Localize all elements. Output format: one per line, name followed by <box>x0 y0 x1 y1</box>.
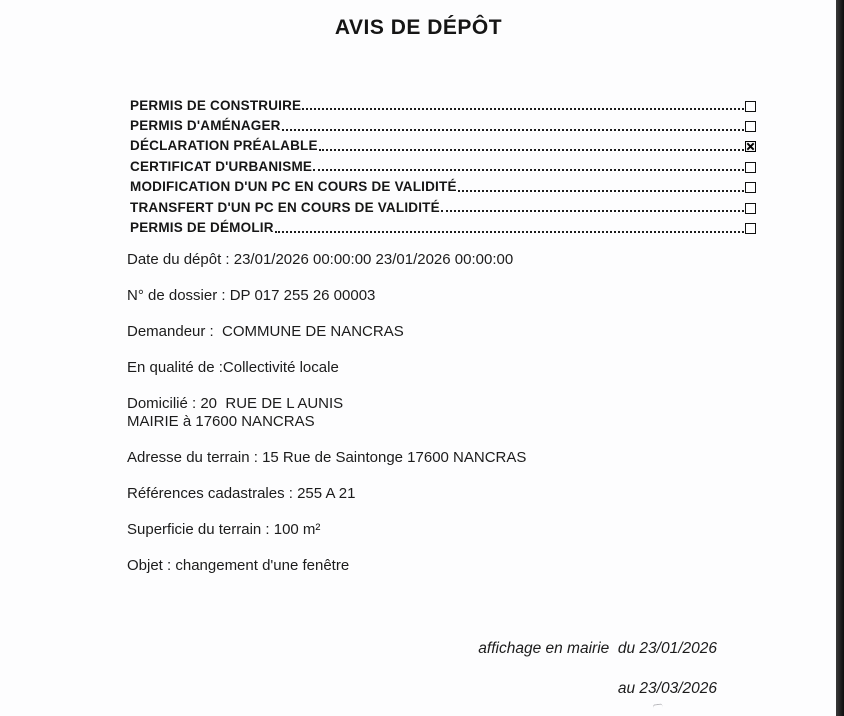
permit-type-label: MODIFICATION D'UN PC EN COURS DE VALIDITÉ <box>130 179 457 195</box>
permit-type-label: TRANSFERT D'UN PC EN COURS DE VALIDITÉ <box>130 199 440 215</box>
dotted-leader <box>282 129 744 131</box>
checkbox-icon <box>745 141 756 152</box>
permit-type-label: PERMIS D'AMÉNAGER <box>130 118 281 134</box>
superficie-terrain: Superficie du terrain : 100 m² <box>127 521 321 538</box>
domicilie: Domicilié : 20 RUE DE L AUNIS MAIRIE à 17600 NANCRAS <box>127 395 344 430</box>
dotted-leader <box>319 149 744 151</box>
numero-dossier: N° de dossier : DP 017 255 26 00003 <box>127 287 376 304</box>
checkbox-icon <box>745 162 756 173</box>
objet: Objet : changement d'une fenêtre <box>127 557 350 574</box>
dotted-leader <box>313 169 744 171</box>
checkbox-icon <box>745 121 756 132</box>
date-du-depot: Date du dépôt : 23/01/2026 00:00:00 23/01/2026 00:00:00 <box>127 251 514 268</box>
references-cadastrales: Références cadastrales : 255 A 21 <box>127 485 356 502</box>
permit-checklist <box>130 95 756 238</box>
adresse-terrain: Adresse du terrain : 15 Rue de Saintonge 17600 NANCRAS <box>127 449 527 466</box>
display-dates-footer <box>420 639 717 698</box>
checklist-row <box>130 156 756 176</box>
checklist-row <box>130 217 756 237</box>
affichage-end-date-line: au 23/03/2026 <box>617 680 717 697</box>
x-mark-icon <box>746 142 755 151</box>
scan-edge-strip <box>836 0 844 716</box>
scan-artifact-mark <box>652 703 663 712</box>
dotted-leader <box>441 210 744 212</box>
fields <box>127 251 747 593</box>
checklist-row <box>130 136 756 156</box>
dotted-leader <box>302 108 744 110</box>
demandeur: Demandeur : COMMUNE DE NANCRAS <box>127 323 404 340</box>
checklist-row <box>130 177 756 197</box>
permit-type-label: CERTIFICAT D'URBANISME <box>130 158 313 174</box>
checkbox-icon <box>745 182 756 193</box>
affichage-date-line: affichage en mairie du 23/01/2026 <box>478 640 717 657</box>
permit-type-label: PERMIS DE CONSTRUIRE <box>130 97 302 113</box>
checklist-row <box>130 197 756 217</box>
permit-type-label: DÉCLARATION PRÉALABLE <box>130 138 318 154</box>
dotted-leader <box>275 231 744 233</box>
en-qualite-de: En qualité de :Collectivité locale <box>127 359 339 376</box>
checkbox-icon <box>745 101 756 112</box>
checkbox-icon <box>745 203 756 214</box>
dotted-leader <box>458 190 744 192</box>
permit-type-label: PERMIS DE DÉMOLIR <box>130 220 274 236</box>
page-title: AVIS DE DÉPÔT <box>334 16 503 39</box>
checklist-row <box>130 115 756 135</box>
checklist-row <box>130 95 756 115</box>
checkbox-icon <box>745 223 756 234</box>
